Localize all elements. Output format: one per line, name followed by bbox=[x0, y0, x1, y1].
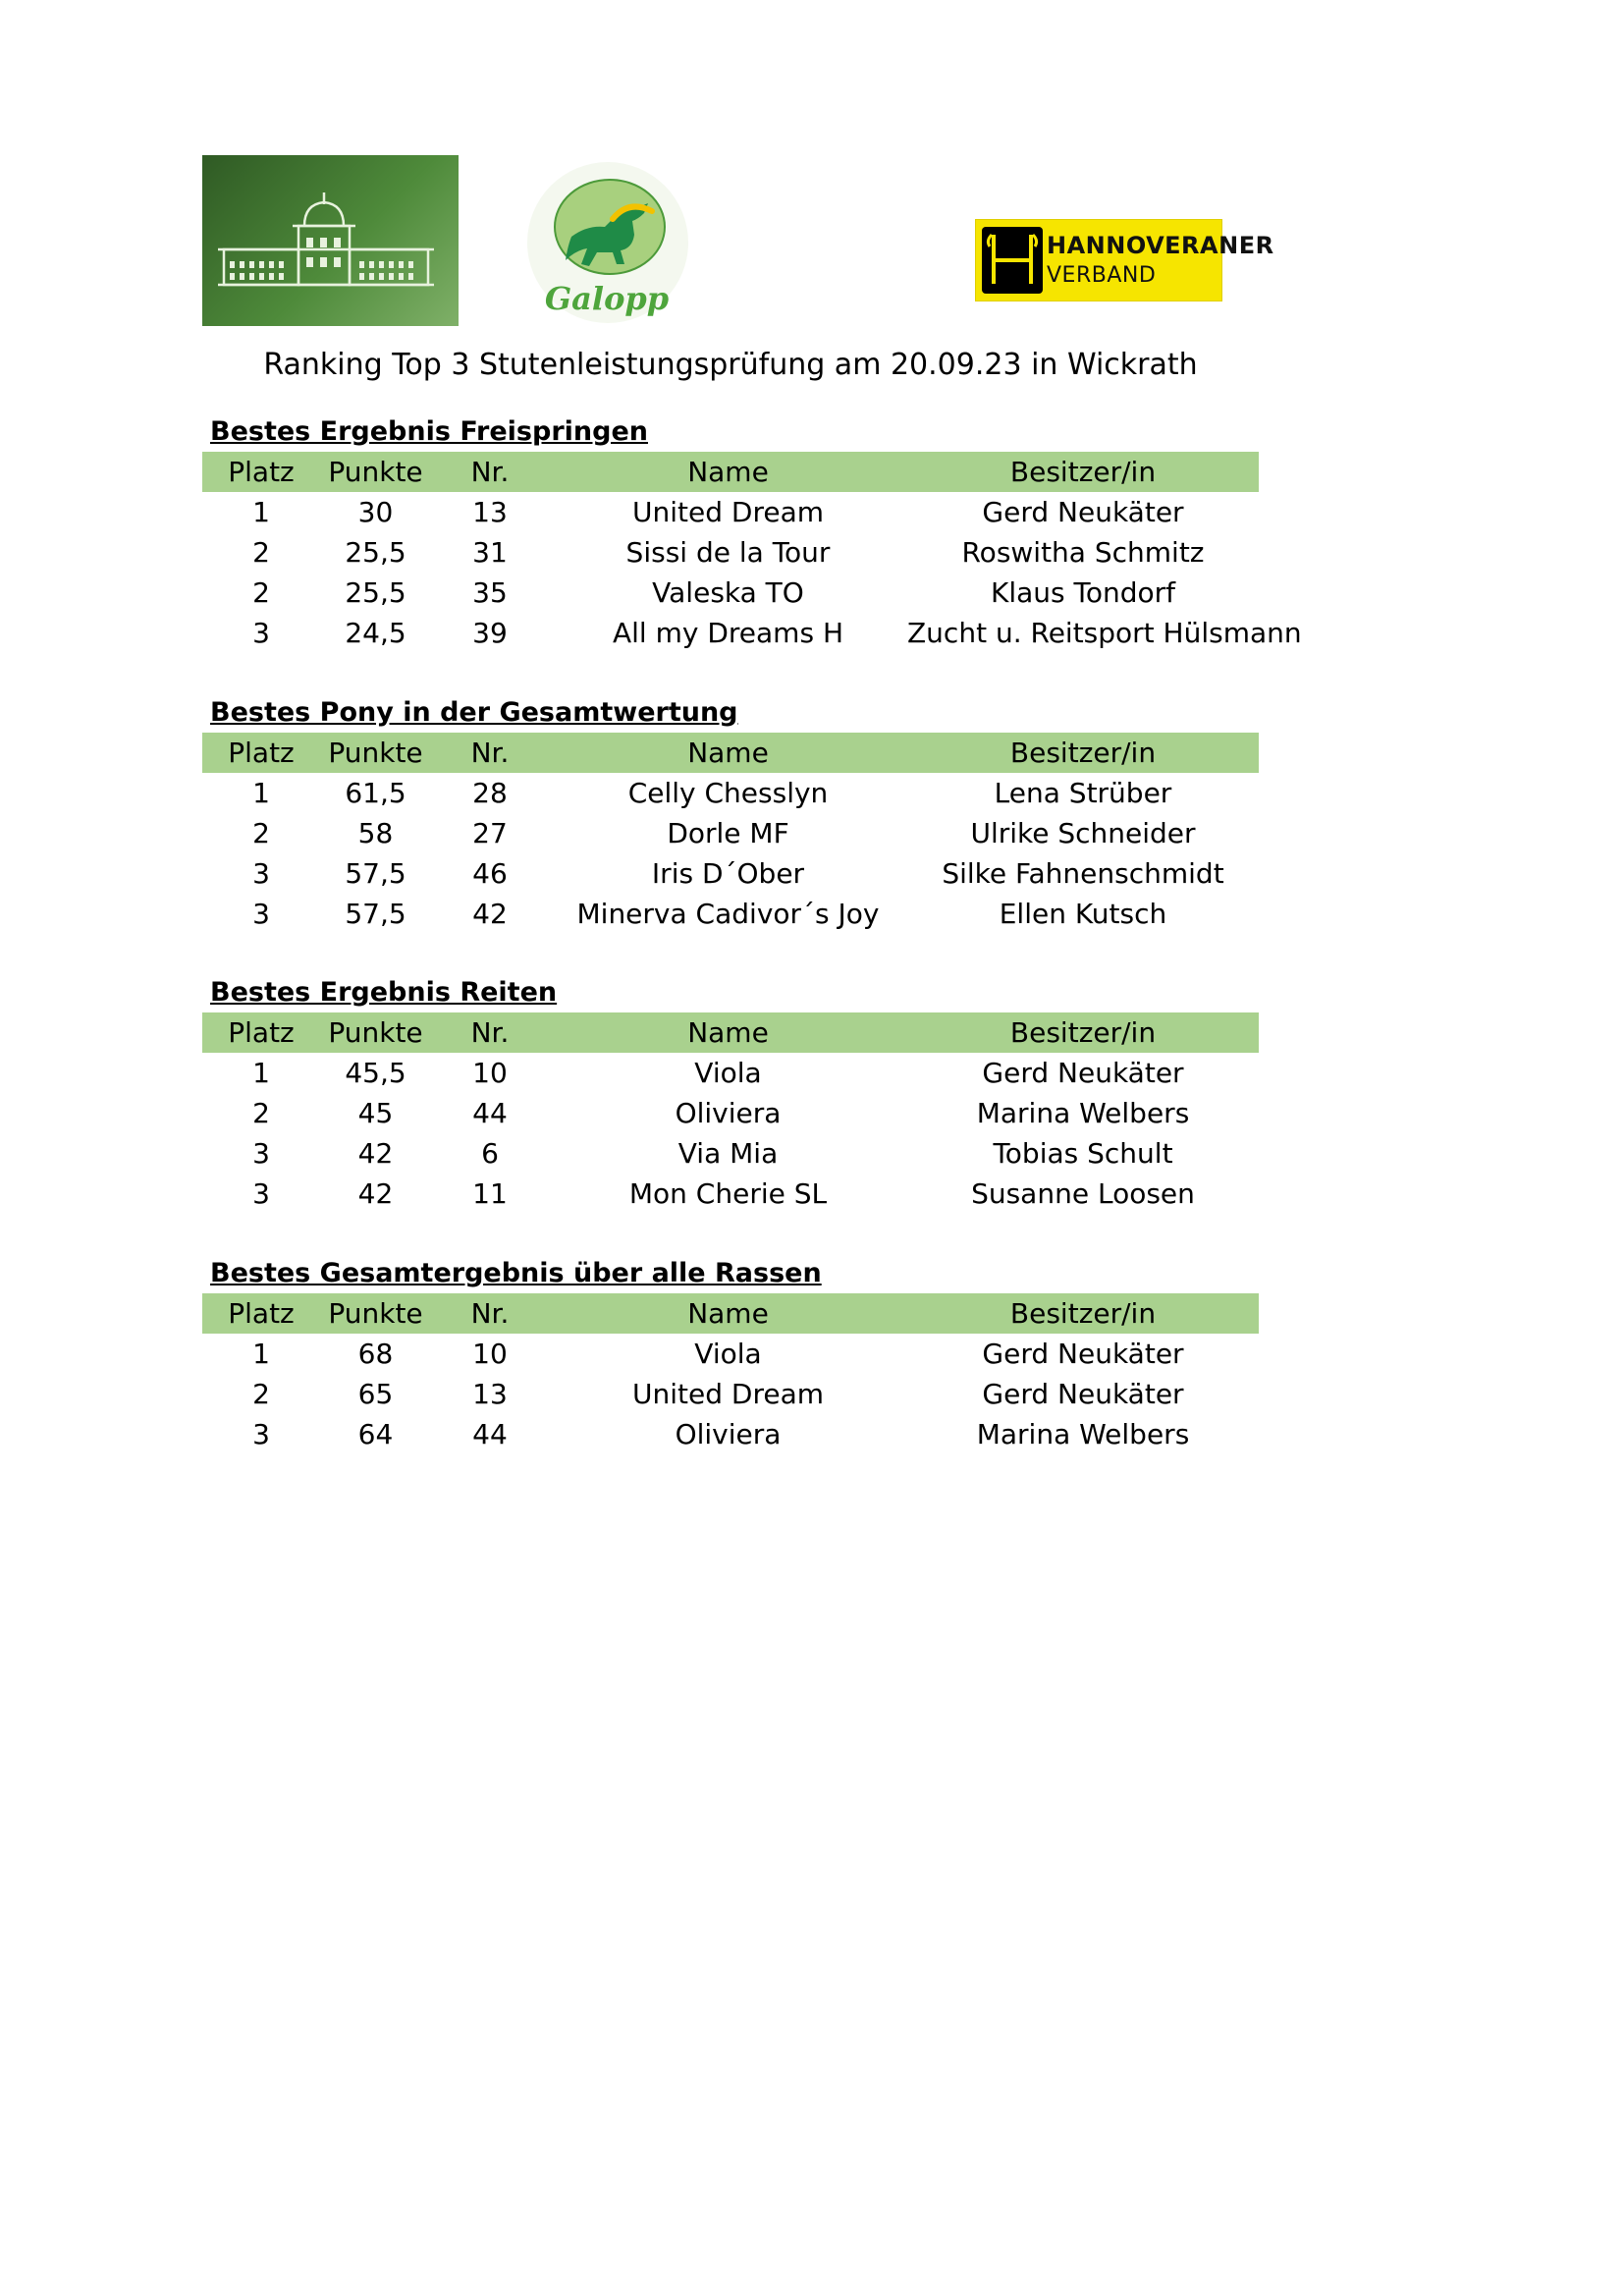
col-header-punkte: Punkte bbox=[328, 1297, 423, 1330]
cell-punkte: 25,5 bbox=[345, 576, 406, 609]
col-header-nr: Nr. bbox=[470, 456, 510, 488]
cell-platz: 1 bbox=[252, 1057, 270, 1089]
cell-name: Valeska TO bbox=[652, 576, 804, 609]
cell-nr: 31 bbox=[472, 536, 508, 569]
cell-name: Celly Chesslyn bbox=[627, 777, 829, 809]
col-header-besitzer: Besitzer/in bbox=[1009, 1297, 1157, 1330]
results-table bbox=[202, 1293, 1259, 1454]
cell-punkte: 64 bbox=[357, 1418, 394, 1450]
section-pony-gesamtwertung bbox=[202, 693, 1263, 934]
cell-nr: 13 bbox=[472, 496, 508, 528]
section-heading: Bestes Ergebnis Reiten bbox=[210, 977, 558, 1008]
col-header-punkte: Punkte bbox=[328, 737, 423, 769]
col-header-platz: Platz bbox=[228, 737, 295, 769]
results-table bbox=[202, 452, 1302, 653]
table-row bbox=[202, 1374, 1259, 1414]
cell-platz: 3 bbox=[252, 1177, 270, 1210]
col-header-nr: Nr. bbox=[470, 1016, 510, 1049]
cell-nr: 13 bbox=[472, 1378, 508, 1410]
cell-name: United Dream bbox=[631, 496, 824, 528]
cell-besitzer: Marina Welbers bbox=[976, 1418, 1190, 1450]
cell-nr: 39 bbox=[472, 617, 508, 649]
cell-nr: 44 bbox=[472, 1418, 508, 1450]
cell-besitzer: Zucht u. Reitsport Hülsmann bbox=[907, 617, 1302, 649]
cell-punkte: 25,5 bbox=[345, 536, 406, 569]
cell-name: All my Dreams H bbox=[612, 617, 844, 649]
cell-name: Oliviera bbox=[675, 1418, 782, 1450]
section-gesamtergebnis bbox=[202, 1254, 1263, 1454]
cell-platz: 2 bbox=[252, 1378, 270, 1410]
cell-platz: 2 bbox=[252, 817, 270, 849]
verband-word: VERBAND bbox=[1047, 263, 1157, 288]
cell-punkte: 58 bbox=[357, 817, 394, 849]
cell-punkte: 45,5 bbox=[345, 1057, 406, 1089]
cell-nr: 46 bbox=[472, 857, 508, 890]
cell-besitzer: Gerd Neukäter bbox=[982, 1338, 1184, 1370]
cell-name: Via Mia bbox=[677, 1137, 779, 1170]
cell-platz: 3 bbox=[252, 617, 270, 649]
cell-name: United Dream bbox=[631, 1378, 824, 1410]
col-header-nr: Nr. bbox=[470, 1297, 510, 1330]
cell-punkte: 45 bbox=[357, 1097, 394, 1129]
table-row bbox=[202, 532, 1259, 573]
cell-besitzer: Klaus Tondorf bbox=[990, 576, 1176, 609]
table-header-row bbox=[202, 1012, 1259, 1053]
cell-platz: 1 bbox=[252, 777, 270, 809]
cell-besitzer: Ulrike Schneider bbox=[970, 817, 1196, 849]
section-heading: Bestes Gesamtergebnis über alle Rassen bbox=[210, 1258, 822, 1288]
cell-name: Viola bbox=[694, 1338, 762, 1370]
cell-platz: 2 bbox=[252, 576, 270, 609]
cell-besitzer: Marina Welbers bbox=[976, 1097, 1190, 1129]
cell-punkte: 61,5 bbox=[345, 777, 406, 809]
col-header-name: Name bbox=[687, 1297, 769, 1330]
cell-nr: 28 bbox=[472, 777, 508, 809]
schloss-wickrath-logo bbox=[202, 155, 459, 326]
cell-platz: 3 bbox=[252, 1418, 270, 1450]
col-header-besitzer: Besitzer/in bbox=[1009, 456, 1157, 488]
cell-name: Mon Cherie SL bbox=[628, 1177, 828, 1210]
cell-punkte: 68 bbox=[357, 1338, 394, 1370]
svg-text:Galopp: Galopp bbox=[544, 280, 670, 317]
cell-punkte: 57,5 bbox=[345, 898, 406, 930]
col-header-name: Name bbox=[687, 1016, 769, 1049]
hannoveraner-verband-logo bbox=[975, 219, 1274, 301]
cell-punkte: 57,5 bbox=[345, 857, 406, 890]
table-row bbox=[202, 1334, 1259, 1374]
cell-name: Dorle MF bbox=[667, 817, 789, 849]
col-header-platz: Platz bbox=[228, 456, 295, 488]
table-row bbox=[202, 613, 1259, 653]
cell-platz: 1 bbox=[252, 1338, 270, 1370]
col-header-name: Name bbox=[687, 456, 769, 488]
table-row bbox=[202, 1053, 1259, 1093]
cell-nr: 27 bbox=[472, 817, 508, 849]
cell-platz: 1 bbox=[252, 496, 270, 528]
table-row bbox=[202, 492, 1259, 532]
galopp-logo bbox=[522, 160, 694, 332]
table-header-row bbox=[202, 452, 1259, 492]
cell-nr: 10 bbox=[472, 1057, 508, 1089]
col-header-nr: Nr. bbox=[470, 737, 510, 769]
cell-platz: 3 bbox=[252, 898, 270, 930]
cell-besitzer: Lena Strüber bbox=[994, 777, 1172, 809]
cell-besitzer: Gerd Neukäter bbox=[982, 1378, 1184, 1410]
section-heading: Bestes Ergebnis Freispringen bbox=[210, 416, 648, 447]
cell-name: Oliviera bbox=[675, 1097, 782, 1129]
hannoveraner-horse-heads-icon bbox=[982, 227, 1043, 294]
cell-nr: 44 bbox=[472, 1097, 508, 1129]
cell-punkte: 42 bbox=[357, 1177, 394, 1210]
section-freispringen bbox=[202, 412, 1302, 653]
cell-punkte: 65 bbox=[357, 1378, 394, 1410]
cell-nr: 11 bbox=[472, 1177, 508, 1210]
cell-platz: 2 bbox=[252, 536, 270, 569]
col-header-platz: Platz bbox=[228, 1297, 295, 1330]
col-header-punkte: Punkte bbox=[328, 456, 423, 488]
cell-besitzer: Tobias Schult bbox=[993, 1137, 1173, 1170]
results-table bbox=[202, 733, 1259, 934]
cell-name: Viola bbox=[694, 1057, 762, 1089]
col-header-punkte: Punkte bbox=[328, 1016, 423, 1049]
col-header-platz: Platz bbox=[228, 1016, 295, 1049]
section-heading: Bestes Pony in der Gesamtwertung bbox=[210, 697, 738, 728]
section-reiten bbox=[202, 973, 1263, 1214]
cell-name: Minerva Cadivor´s Joy bbox=[576, 898, 880, 930]
hannoveraner-word: HANNOVERANER bbox=[1047, 232, 1274, 259]
table-row bbox=[202, 813, 1259, 853]
cell-besitzer: Ellen Kutsch bbox=[999, 898, 1167, 930]
table-row bbox=[202, 1414, 1259, 1454]
cell-nr: 10 bbox=[472, 1338, 508, 1370]
document-title: Ranking Top 3 Stutenleistungsprüfung am 20.09.23 in Wickrath bbox=[263, 348, 1198, 382]
cell-besitzer: Susanne Loosen bbox=[971, 1177, 1195, 1210]
cell-punkte: 30 bbox=[357, 496, 394, 528]
cell-name: Iris D´Ober bbox=[651, 857, 805, 890]
table-row bbox=[202, 773, 1259, 813]
cell-nr: 42 bbox=[472, 898, 508, 930]
results-table bbox=[202, 1012, 1259, 1214]
castle-icon bbox=[202, 155, 459, 326]
cell-platz: 2 bbox=[252, 1097, 270, 1129]
table-header-row bbox=[202, 1293, 1259, 1334]
cell-punkte: 42 bbox=[357, 1137, 394, 1170]
cell-nr: 6 bbox=[481, 1137, 499, 1170]
table-row bbox=[202, 1093, 1259, 1133]
cell-punkte: 24,5 bbox=[345, 617, 406, 649]
col-header-besitzer: Besitzer/in bbox=[1009, 737, 1157, 769]
table-header-row bbox=[202, 733, 1259, 773]
cell-besitzer: Silke Fahnenschmidt bbox=[942, 857, 1224, 890]
col-header-besitzer: Besitzer/in bbox=[1009, 1016, 1157, 1049]
cell-besitzer: Roswitha Schmitz bbox=[961, 536, 1205, 569]
cell-platz: 3 bbox=[252, 1137, 270, 1170]
cell-name: Sissi de la Tour bbox=[625, 536, 831, 569]
col-header-name: Name bbox=[687, 737, 769, 769]
cell-besitzer: Gerd Neukäter bbox=[982, 496, 1184, 528]
cell-besitzer: Gerd Neukäter bbox=[982, 1057, 1184, 1089]
table-row bbox=[202, 853, 1259, 894]
cell-nr: 35 bbox=[472, 576, 508, 609]
table-row bbox=[202, 573, 1259, 613]
cell-platz: 3 bbox=[252, 857, 270, 890]
table-row bbox=[202, 894, 1259, 934]
table-row bbox=[202, 1133, 1259, 1174]
table-row bbox=[202, 1174, 1259, 1214]
